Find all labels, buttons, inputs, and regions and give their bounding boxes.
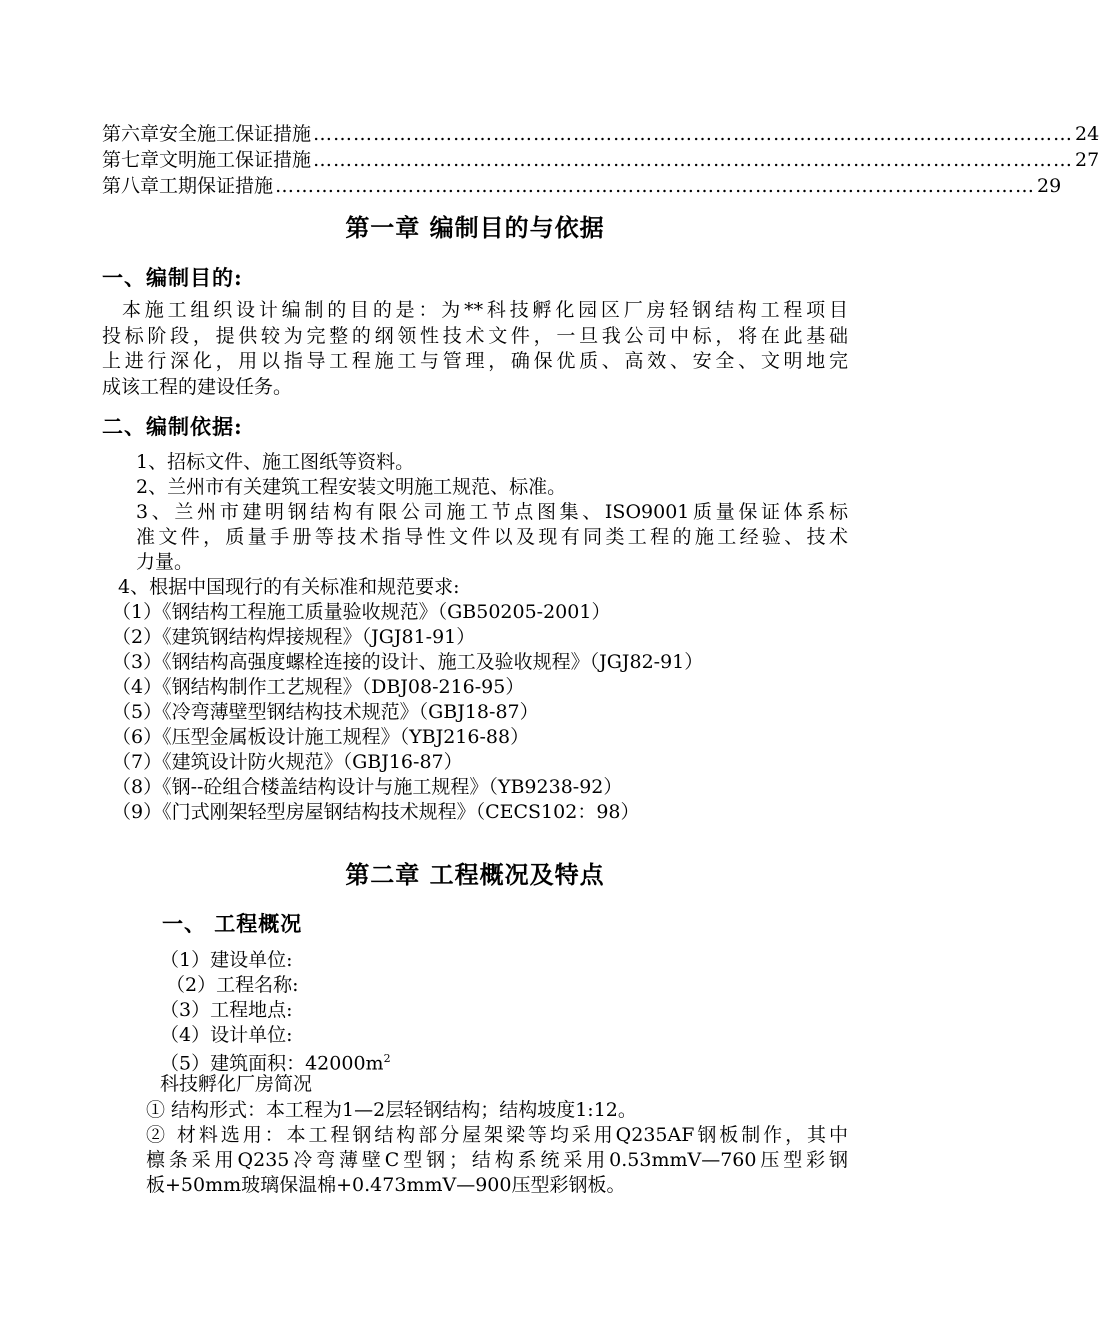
toc-leader: ……………………………………………………………………………………………………	[313, 123, 1074, 145]
basis-line: 2、兰州市有关建筑工程安装文明施工规范、标准。	[136, 476, 567, 498]
toc-title: 文明施工保证措施	[159, 149, 312, 171]
purpose-line: 投标阶段，提供较为完整的纲领性技术文件，一旦我公司中标，将在此基础	[102, 325, 848, 347]
section-overview-heading: 一、 工程概况	[162, 911, 303, 936]
standard-item: （2）《建筑钢结构焊接规程》（JGJ81-91）	[112, 626, 476, 648]
toc-entry[interactable]	[102, 122, 1099, 146]
standard-item: （1）《钢结构工程施工质量验收规范》（GB50205-2001）	[112, 601, 611, 623]
purpose-line: 成该工程的建设任务。	[102, 376, 293, 398]
basis-line: 力量。	[136, 551, 194, 573]
basis-line: 准文件，质量手册等技术指导性文件以及现有同类工程的施工经验、技术	[136, 526, 848, 548]
toc-chapter: 第七章	[102, 149, 160, 171]
section-basis-heading: 二、编制依据:	[102, 414, 243, 439]
standard-item: （6）《压型金属板设计施工规程》（YBJ216-88）	[112, 726, 530, 748]
purpose-line: 上进行深化，用以指导工程施工与管理，确保优质、高效、安全、文明地完	[102, 350, 848, 372]
area-text: （5）建筑面积：42000m	[160, 1052, 384, 1075]
toc-leader: ……………………………………………………………………………………………………	[313, 149, 1074, 171]
toc-leader: ……………………………………………………………………………………………………	[275, 175, 1036, 197]
purpose-line: 本施工组织设计编制的目的是：为**科技孵化园区厂房轻钢结构工程项目	[122, 299, 848, 321]
toc-entry[interactable]	[102, 148, 1099, 172]
toc-title: 安全施工保证措施	[159, 123, 312, 145]
detail-line: ① 结构形式：本工程为1—2层轻钢结构；结构坡度1:12。	[146, 1099, 637, 1121]
chapter-1-title: 第一章 编制目的与依据	[345, 213, 605, 242]
detail-line: 檩条采用Q235冷弯薄壁C型钢；结构系统采用0.53mmV—760压型彩钢	[146, 1149, 848, 1171]
toc-chapter: 第八章	[102, 175, 160, 197]
detail-line: 板+50mm玻璃保温棉+0.473mmV—900压型彩钢板。	[146, 1174, 626, 1196]
chapter-2-title: 第二章 工程概况及特点	[345, 860, 605, 889]
toc-page: 27	[1075, 149, 1099, 171]
toc-entry[interactable]	[102, 174, 1062, 198]
standard-item: （3）《钢结构高强度螺栓连接的设计、施工及验收规程》（JGJ82-91）	[112, 651, 704, 673]
area-unit-superscript: 2	[383, 1052, 391, 1065]
overview-item: （4）设计单位:	[160, 1024, 293, 1046]
toc-title: 工期保证措施	[159, 175, 274, 197]
standard-item: （9）《门式刚架轻型房屋钢结构技术规程》（CECS102：98）	[112, 801, 640, 823]
basis-line: 4、根据中国现行的有关标准和规范要求:	[118, 576, 460, 598]
toc-page: 24	[1075, 123, 1099, 145]
overview-item: （2）工程名称:	[166, 974, 299, 996]
standard-item: （8）《钢--砼组合楼盖结构设计与施工规程》（YB9238-92）	[112, 776, 623, 798]
standard-item: （4）《钢结构制作工艺规程》（DBJ08-216-95）	[112, 676, 525, 698]
standard-item: （5）《冷弯薄壁型钢结构技术规范》（GBJ18-87）	[112, 701, 539, 723]
section-purpose-heading: 一、编制目的:	[102, 265, 243, 290]
toc-page: 29	[1037, 175, 1062, 197]
detail-line: ② 材料选用：本工程钢结构部分屋架梁等均采用Q235AF钢板制作，其中	[146, 1124, 848, 1146]
basis-line: 3、兰州市建明钢结构有限公司施工节点图集、ISO9001质量保证体系标	[136, 501, 848, 523]
overview-brief: 科技孵化厂房简况	[160, 1073, 313, 1095]
standard-item: （7）《建筑设计防火规范》（GBJ16-87）	[112, 751, 463, 773]
toc-chapter: 第六章	[102, 123, 160, 145]
overview-item: （1）建设单位:	[160, 949, 293, 971]
overview-item: （3）工程地点:	[160, 999, 293, 1021]
basis-line: 1、招标文件、施工图纸等资料。	[136, 451, 415, 473]
